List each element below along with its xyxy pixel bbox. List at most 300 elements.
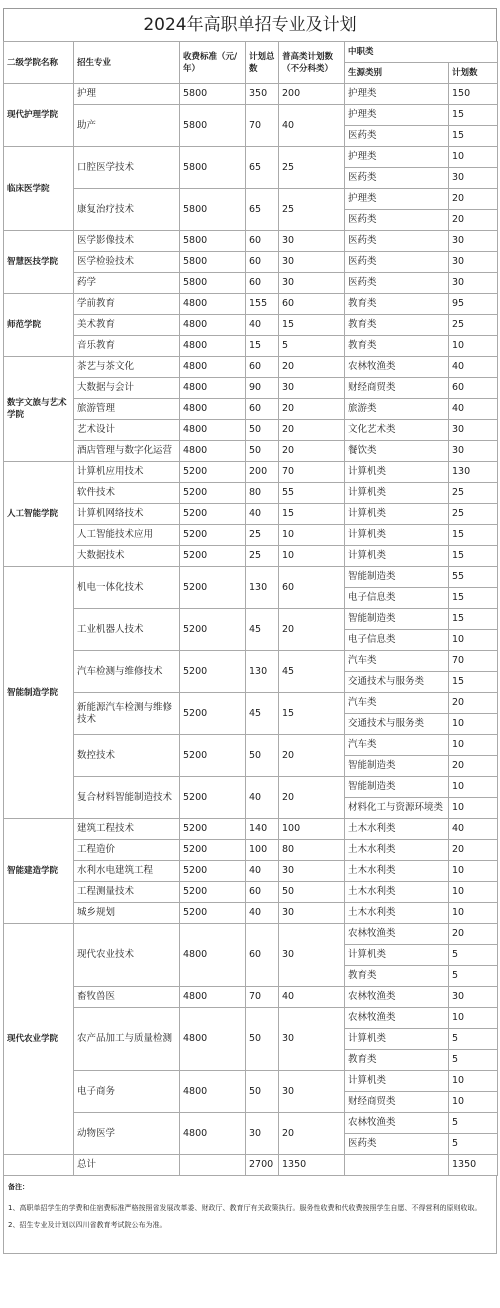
source-category: 计算机类 bbox=[345, 1029, 449, 1050]
table-row bbox=[4, 357, 498, 378]
source-category: 土木水利类 bbox=[345, 819, 449, 840]
page-title: 2024年高职单招专业及计划 bbox=[3, 8, 497, 41]
source-category: 教育类 bbox=[345, 336, 449, 357]
table-row bbox=[4, 1008, 498, 1029]
table-row bbox=[4, 147, 498, 168]
fee-cell: 5800 bbox=[180, 231, 246, 252]
major-name: 音乐教育 bbox=[74, 336, 180, 357]
table-row bbox=[4, 525, 498, 546]
source-category: 汽车类 bbox=[345, 735, 449, 756]
header-college: 二级学院名称 bbox=[4, 42, 74, 84]
source-count: 25 bbox=[449, 315, 498, 336]
source-count: 60 bbox=[449, 378, 498, 399]
college-name: 智能制造学院 bbox=[4, 567, 74, 819]
source-count: 25 bbox=[449, 504, 498, 525]
college-name: 数字文旅与艺术学院 bbox=[4, 357, 74, 462]
table-row bbox=[4, 735, 498, 756]
general-cell: 30 bbox=[279, 378, 345, 399]
major-name: 口腔医学技术 bbox=[74, 147, 180, 189]
general-cell: 30 bbox=[279, 1008, 345, 1071]
total-cell: 80 bbox=[246, 483, 279, 504]
fee-cell: 5800 bbox=[180, 252, 246, 273]
source-count: 10 bbox=[449, 1092, 498, 1113]
source-category: 文化艺术类 bbox=[345, 420, 449, 441]
fee-cell: 5200 bbox=[180, 651, 246, 693]
total-cell: 140 bbox=[246, 819, 279, 840]
source-count: 10 bbox=[449, 1008, 498, 1029]
source-count: 10 bbox=[449, 714, 498, 735]
fee-cell: 5200 bbox=[180, 693, 246, 735]
college-name: 人工智能学院 bbox=[4, 462, 74, 567]
source-count: 5 bbox=[449, 1050, 498, 1071]
total-cell: 60 bbox=[246, 273, 279, 294]
general-cell: 50 bbox=[279, 882, 345, 903]
general-cell: 15 bbox=[279, 315, 345, 336]
total-cell: 65 bbox=[246, 147, 279, 189]
fee-cell: 5200 bbox=[180, 819, 246, 840]
source-category: 智能制造类 bbox=[345, 777, 449, 798]
source-category: 智能制造类 bbox=[345, 609, 449, 630]
table-row bbox=[4, 819, 498, 840]
general-cell: 30 bbox=[279, 231, 345, 252]
college-name: 智能建造学院 bbox=[4, 819, 74, 924]
general-cell: 70 bbox=[279, 462, 345, 483]
general-cell: 30 bbox=[279, 1071, 345, 1113]
general-cell: 20 bbox=[279, 777, 345, 819]
major-name: 汽车检测与维修技术 bbox=[74, 651, 180, 693]
source-category: 汽车类 bbox=[345, 651, 449, 672]
source-category: 土木水利类 bbox=[345, 840, 449, 861]
table-row bbox=[4, 273, 498, 294]
total-cell: 130 bbox=[246, 567, 279, 609]
source-category: 农林牧渔类 bbox=[345, 924, 449, 945]
fee-cell: 4800 bbox=[180, 987, 246, 1008]
total-cell: 130 bbox=[246, 651, 279, 693]
source-count: 15 bbox=[449, 672, 498, 693]
source-category: 医药类 bbox=[345, 126, 449, 147]
source-count: 10 bbox=[449, 882, 498, 903]
source-count: 10 bbox=[449, 903, 498, 924]
totals-blank bbox=[4, 1155, 74, 1176]
source-category: 土木水利类 bbox=[345, 861, 449, 882]
totals-fee-blank bbox=[180, 1155, 246, 1176]
table-row bbox=[4, 693, 498, 714]
general-cell: 30 bbox=[279, 861, 345, 882]
source-category: 护理类 bbox=[345, 189, 449, 210]
plan-table bbox=[3, 41, 498, 1176]
source-category: 教育类 bbox=[345, 1050, 449, 1071]
totals-general: 1350 bbox=[279, 1155, 345, 1176]
major-name: 新能源汽车检测与维修技术 bbox=[74, 693, 180, 735]
table-row bbox=[4, 651, 498, 672]
general-cell: 25 bbox=[279, 147, 345, 189]
major-name: 工程造价 bbox=[74, 840, 180, 861]
major-name: 复合材料智能制造技术 bbox=[74, 777, 180, 819]
source-category: 医药类 bbox=[345, 1134, 449, 1155]
general-cell: 30 bbox=[279, 273, 345, 294]
source-category: 医药类 bbox=[345, 231, 449, 252]
fee-cell: 5200 bbox=[180, 777, 246, 819]
note-item: 1、高职单招学生的学费和住宿费标准严格按照省发展改革委、财政厅、教育厅有关政策执行。服务性收费和代收费按照学生自愿、不得营利的原则收取。 bbox=[8, 1204, 482, 1212]
fee-cell: 5800 bbox=[180, 84, 246, 105]
source-count: 40 bbox=[449, 357, 498, 378]
total-cell: 70 bbox=[246, 105, 279, 147]
total-cell: 350 bbox=[246, 84, 279, 105]
fee-cell: 4800 bbox=[180, 378, 246, 399]
source-category: 计算机类 bbox=[345, 945, 449, 966]
source-count: 15 bbox=[449, 546, 498, 567]
major-name: 城乡规划 bbox=[74, 903, 180, 924]
major-name: 护理 bbox=[74, 84, 180, 105]
total-cell: 50 bbox=[246, 1071, 279, 1113]
table-row bbox=[4, 399, 498, 420]
source-count: 20 bbox=[449, 189, 498, 210]
total-cell: 60 bbox=[246, 252, 279, 273]
fee-cell: 4800 bbox=[180, 315, 246, 336]
source-category: 农林牧渔类 bbox=[345, 357, 449, 378]
fee-cell: 4800 bbox=[180, 336, 246, 357]
source-category: 医药类 bbox=[345, 168, 449, 189]
source-category: 财经商贸类 bbox=[345, 1092, 449, 1113]
table-row bbox=[4, 462, 498, 483]
major-name: 现代农业技术 bbox=[74, 924, 180, 987]
total-cell: 40 bbox=[246, 504, 279, 525]
general-cell: 20 bbox=[279, 735, 345, 777]
major-name: 机电一体化技术 bbox=[74, 567, 180, 609]
totals-total: 2700 bbox=[246, 1155, 279, 1176]
general-cell: 10 bbox=[279, 525, 345, 546]
source-category: 医药类 bbox=[345, 252, 449, 273]
fee-cell: 5200 bbox=[180, 735, 246, 777]
total-cell: 50 bbox=[246, 735, 279, 777]
source-category: 医药类 bbox=[345, 273, 449, 294]
major-name: 学前教育 bbox=[74, 294, 180, 315]
header-vocational: 中职类 bbox=[345, 42, 498, 63]
header-count: 计划数 bbox=[449, 63, 498, 84]
source-count: 30 bbox=[449, 168, 498, 189]
notes bbox=[3, 1176, 497, 1254]
total-cell: 30 bbox=[246, 1113, 279, 1155]
source-count: 5 bbox=[449, 966, 498, 987]
college-name: 师范学院 bbox=[4, 294, 74, 357]
totals-row bbox=[4, 1155, 498, 1176]
major-name: 电子商务 bbox=[74, 1071, 180, 1113]
general-cell: 10 bbox=[279, 546, 345, 567]
source-category: 电子信息类 bbox=[345, 630, 449, 651]
source-count: 10 bbox=[449, 861, 498, 882]
fee-cell: 5200 bbox=[180, 525, 246, 546]
source-category: 计算机类 bbox=[345, 1071, 449, 1092]
major-name: 水利水电建筑工程 bbox=[74, 861, 180, 882]
major-name: 人工智能技术应用 bbox=[74, 525, 180, 546]
fee-cell: 5200 bbox=[180, 483, 246, 504]
source-count: 20 bbox=[449, 693, 498, 714]
source-count: 15 bbox=[449, 609, 498, 630]
source-count: 30 bbox=[449, 231, 498, 252]
source-category: 计算机类 bbox=[345, 546, 449, 567]
table-row bbox=[4, 504, 498, 525]
source-count: 40 bbox=[449, 399, 498, 420]
total-cell: 60 bbox=[246, 924, 279, 987]
source-category: 农林牧渔类 bbox=[345, 987, 449, 1008]
table-row bbox=[4, 1071, 498, 1092]
fee-cell: 4800 bbox=[180, 294, 246, 315]
note-item: 2、招生专业及计划以四川省教育考试院公布为准。 bbox=[8, 1221, 167, 1229]
source-count: 5 bbox=[449, 1134, 498, 1155]
table-row bbox=[4, 882, 498, 903]
source-count: 15 bbox=[449, 126, 498, 147]
major-name: 畜牧兽医 bbox=[74, 987, 180, 1008]
total-cell: 200 bbox=[246, 462, 279, 483]
fee-cell: 5200 bbox=[180, 840, 246, 861]
source-category: 教育类 bbox=[345, 294, 449, 315]
major-name: 大数据技术 bbox=[74, 546, 180, 567]
source-count: 30 bbox=[449, 252, 498, 273]
source-count: 95 bbox=[449, 294, 498, 315]
total-cell: 90 bbox=[246, 378, 279, 399]
general-cell: 60 bbox=[279, 294, 345, 315]
table-row bbox=[4, 567, 498, 588]
table-row bbox=[4, 105, 498, 126]
major-name: 美术教育 bbox=[74, 315, 180, 336]
table-row bbox=[4, 441, 498, 462]
fee-cell: 4800 bbox=[180, 1113, 246, 1155]
total-cell: 60 bbox=[246, 882, 279, 903]
source-count: 10 bbox=[449, 336, 498, 357]
total-cell: 65 bbox=[246, 189, 279, 231]
total-cell: 50 bbox=[246, 441, 279, 462]
general-cell: 20 bbox=[279, 1113, 345, 1155]
major-name: 数控技术 bbox=[74, 735, 180, 777]
total-cell: 45 bbox=[246, 609, 279, 651]
general-cell: 30 bbox=[279, 903, 345, 924]
source-count: 30 bbox=[449, 420, 498, 441]
source-count: 5 bbox=[449, 1113, 498, 1134]
source-count: 5 bbox=[449, 1029, 498, 1050]
source-category: 财经商贸类 bbox=[345, 378, 449, 399]
major-name: 茶艺与茶文化 bbox=[74, 357, 180, 378]
fee-cell: 5800 bbox=[180, 147, 246, 189]
source-category: 教育类 bbox=[345, 315, 449, 336]
source-category: 智能制造类 bbox=[345, 756, 449, 777]
major-name: 动物医学 bbox=[74, 1113, 180, 1155]
header-fee: 收费标准（元/年） bbox=[180, 42, 246, 84]
source-count: 10 bbox=[449, 798, 498, 819]
major-name: 计算机网络技术 bbox=[74, 504, 180, 525]
header-total: 计划总数 bbox=[246, 42, 279, 84]
source-count: 10 bbox=[449, 147, 498, 168]
source-count: 30 bbox=[449, 987, 498, 1008]
fee-cell: 4800 bbox=[180, 924, 246, 987]
source-category: 旅游类 bbox=[345, 399, 449, 420]
table-row bbox=[4, 420, 498, 441]
fee-cell: 4800 bbox=[180, 420, 246, 441]
source-category: 护理类 bbox=[345, 84, 449, 105]
major-name: 康复治疗技术 bbox=[74, 189, 180, 231]
total-cell: 45 bbox=[246, 693, 279, 735]
major-name: 艺术设计 bbox=[74, 420, 180, 441]
source-category: 计算机类 bbox=[345, 483, 449, 504]
source-category: 计算机类 bbox=[345, 525, 449, 546]
source-count: 30 bbox=[449, 441, 498, 462]
total-cell: 40 bbox=[246, 777, 279, 819]
totals-count: 1350 bbox=[449, 1155, 498, 1176]
fee-cell: 4800 bbox=[180, 357, 246, 378]
table-row bbox=[4, 609, 498, 630]
table-row bbox=[4, 252, 498, 273]
source-count: 20 bbox=[449, 924, 498, 945]
source-count: 25 bbox=[449, 483, 498, 504]
major-name: 大数据与会计 bbox=[74, 378, 180, 399]
source-count: 40 bbox=[449, 819, 498, 840]
source-count: 10 bbox=[449, 630, 498, 651]
source-count: 20 bbox=[449, 210, 498, 231]
source-count: 15 bbox=[449, 105, 498, 126]
general-cell: 20 bbox=[279, 420, 345, 441]
total-cell: 100 bbox=[246, 840, 279, 861]
fee-cell: 5800 bbox=[180, 105, 246, 147]
general-cell: 20 bbox=[279, 357, 345, 378]
major-name: 建筑工程技术 bbox=[74, 819, 180, 840]
source-category: 土木水利类 bbox=[345, 882, 449, 903]
fee-cell: 5200 bbox=[180, 462, 246, 483]
header-row-1 bbox=[4, 42, 498, 63]
table-row bbox=[4, 84, 498, 105]
header-source: 生源类别 bbox=[345, 63, 449, 84]
source-category: 农林牧渔类 bbox=[345, 1113, 449, 1134]
table-row bbox=[4, 1113, 498, 1134]
source-category: 土木水利类 bbox=[345, 903, 449, 924]
table-row bbox=[4, 546, 498, 567]
major-name: 计算机应用技术 bbox=[74, 462, 180, 483]
college-name: 现代农业学院 bbox=[4, 924, 74, 1155]
major-name: 助产 bbox=[74, 105, 180, 147]
major-name: 工业机器人技术 bbox=[74, 609, 180, 651]
table-row bbox=[4, 987, 498, 1008]
general-cell: 20 bbox=[279, 609, 345, 651]
fee-cell: 5200 bbox=[180, 504, 246, 525]
header-major: 招生专业 bbox=[74, 42, 180, 84]
major-name: 软件技术 bbox=[74, 483, 180, 504]
fee-cell: 5200 bbox=[180, 546, 246, 567]
source-category: 计算机类 bbox=[345, 504, 449, 525]
general-cell: 60 bbox=[279, 567, 345, 609]
source-category: 餐饮类 bbox=[345, 441, 449, 462]
table-row bbox=[4, 861, 498, 882]
fee-cell: 4800 bbox=[180, 441, 246, 462]
table-row bbox=[4, 336, 498, 357]
totals-source-blank bbox=[345, 1155, 449, 1176]
source-count: 30 bbox=[449, 273, 498, 294]
fee-cell: 4800 bbox=[180, 1008, 246, 1071]
source-count: 5 bbox=[449, 945, 498, 966]
notes-heading: 备注： bbox=[8, 1183, 29, 1191]
total-cell: 60 bbox=[246, 357, 279, 378]
source-category: 交通技术与服务类 bbox=[345, 714, 449, 735]
general-cell: 5 bbox=[279, 336, 345, 357]
major-name: 酒店管理与数字化运营 bbox=[74, 441, 180, 462]
total-cell: 40 bbox=[246, 861, 279, 882]
source-count: 150 bbox=[449, 84, 498, 105]
total-cell: 25 bbox=[246, 525, 279, 546]
table-row bbox=[4, 378, 498, 399]
fee-cell: 4800 bbox=[180, 399, 246, 420]
source-category: 智能制造类 bbox=[345, 567, 449, 588]
total-cell: 70 bbox=[246, 987, 279, 1008]
fee-cell: 5200 bbox=[180, 882, 246, 903]
source-count: 130 bbox=[449, 462, 498, 483]
college-name: 临床医学院 bbox=[4, 147, 74, 231]
college-name: 智慧医技学院 bbox=[4, 231, 74, 294]
total-cell: 60 bbox=[246, 231, 279, 252]
source-category: 汽车类 bbox=[345, 693, 449, 714]
source-category: 教育类 bbox=[345, 966, 449, 987]
table-row bbox=[4, 924, 498, 945]
fee-cell: 5800 bbox=[180, 189, 246, 231]
table-row bbox=[4, 777, 498, 798]
source-count: 55 bbox=[449, 567, 498, 588]
general-cell: 20 bbox=[279, 441, 345, 462]
general-cell: 100 bbox=[279, 819, 345, 840]
source-category: 材料化工与资源环境类 bbox=[345, 798, 449, 819]
source-category: 计算机类 bbox=[345, 462, 449, 483]
fee-cell: 5200 bbox=[180, 609, 246, 651]
general-cell: 30 bbox=[279, 252, 345, 273]
general-cell: 15 bbox=[279, 693, 345, 735]
general-cell: 45 bbox=[279, 651, 345, 693]
major-name: 农产品加工与质量检测 bbox=[74, 1008, 180, 1071]
table-row bbox=[4, 840, 498, 861]
source-category: 护理类 bbox=[345, 105, 449, 126]
total-cell: 50 bbox=[246, 420, 279, 441]
major-name: 医学影像技术 bbox=[74, 231, 180, 252]
general-cell: 80 bbox=[279, 840, 345, 861]
source-count: 15 bbox=[449, 588, 498, 609]
total-cell: 25 bbox=[246, 546, 279, 567]
source-category: 医药类 bbox=[345, 210, 449, 231]
total-cell: 40 bbox=[246, 903, 279, 924]
general-cell: 20 bbox=[279, 399, 345, 420]
source-count: 10 bbox=[449, 735, 498, 756]
source-count: 20 bbox=[449, 756, 498, 777]
major-name: 药学 bbox=[74, 273, 180, 294]
total-cell: 50 bbox=[246, 1008, 279, 1071]
table-row bbox=[4, 294, 498, 315]
general-cell: 25 bbox=[279, 189, 345, 231]
total-cell: 60 bbox=[246, 399, 279, 420]
total-cell: 155 bbox=[246, 294, 279, 315]
major-name: 工程测量技术 bbox=[74, 882, 180, 903]
source-category: 电子信息类 bbox=[345, 588, 449, 609]
source-count: 70 bbox=[449, 651, 498, 672]
source-category: 交通技术与服务类 bbox=[345, 672, 449, 693]
total-cell: 15 bbox=[246, 336, 279, 357]
table-row bbox=[4, 231, 498, 252]
total-cell: 40 bbox=[246, 315, 279, 336]
fee-cell: 5200 bbox=[180, 861, 246, 882]
major-name: 医学检验技术 bbox=[74, 252, 180, 273]
table-row bbox=[4, 189, 498, 210]
general-cell: 40 bbox=[279, 105, 345, 147]
general-cell: 200 bbox=[279, 84, 345, 105]
fee-cell: 5200 bbox=[180, 903, 246, 924]
general-cell: 40 bbox=[279, 987, 345, 1008]
general-cell: 55 bbox=[279, 483, 345, 504]
fee-cell: 4800 bbox=[180, 1071, 246, 1113]
source-count: 10 bbox=[449, 1071, 498, 1092]
fee-cell: 5800 bbox=[180, 273, 246, 294]
totals-label: 总计 bbox=[74, 1155, 180, 1176]
